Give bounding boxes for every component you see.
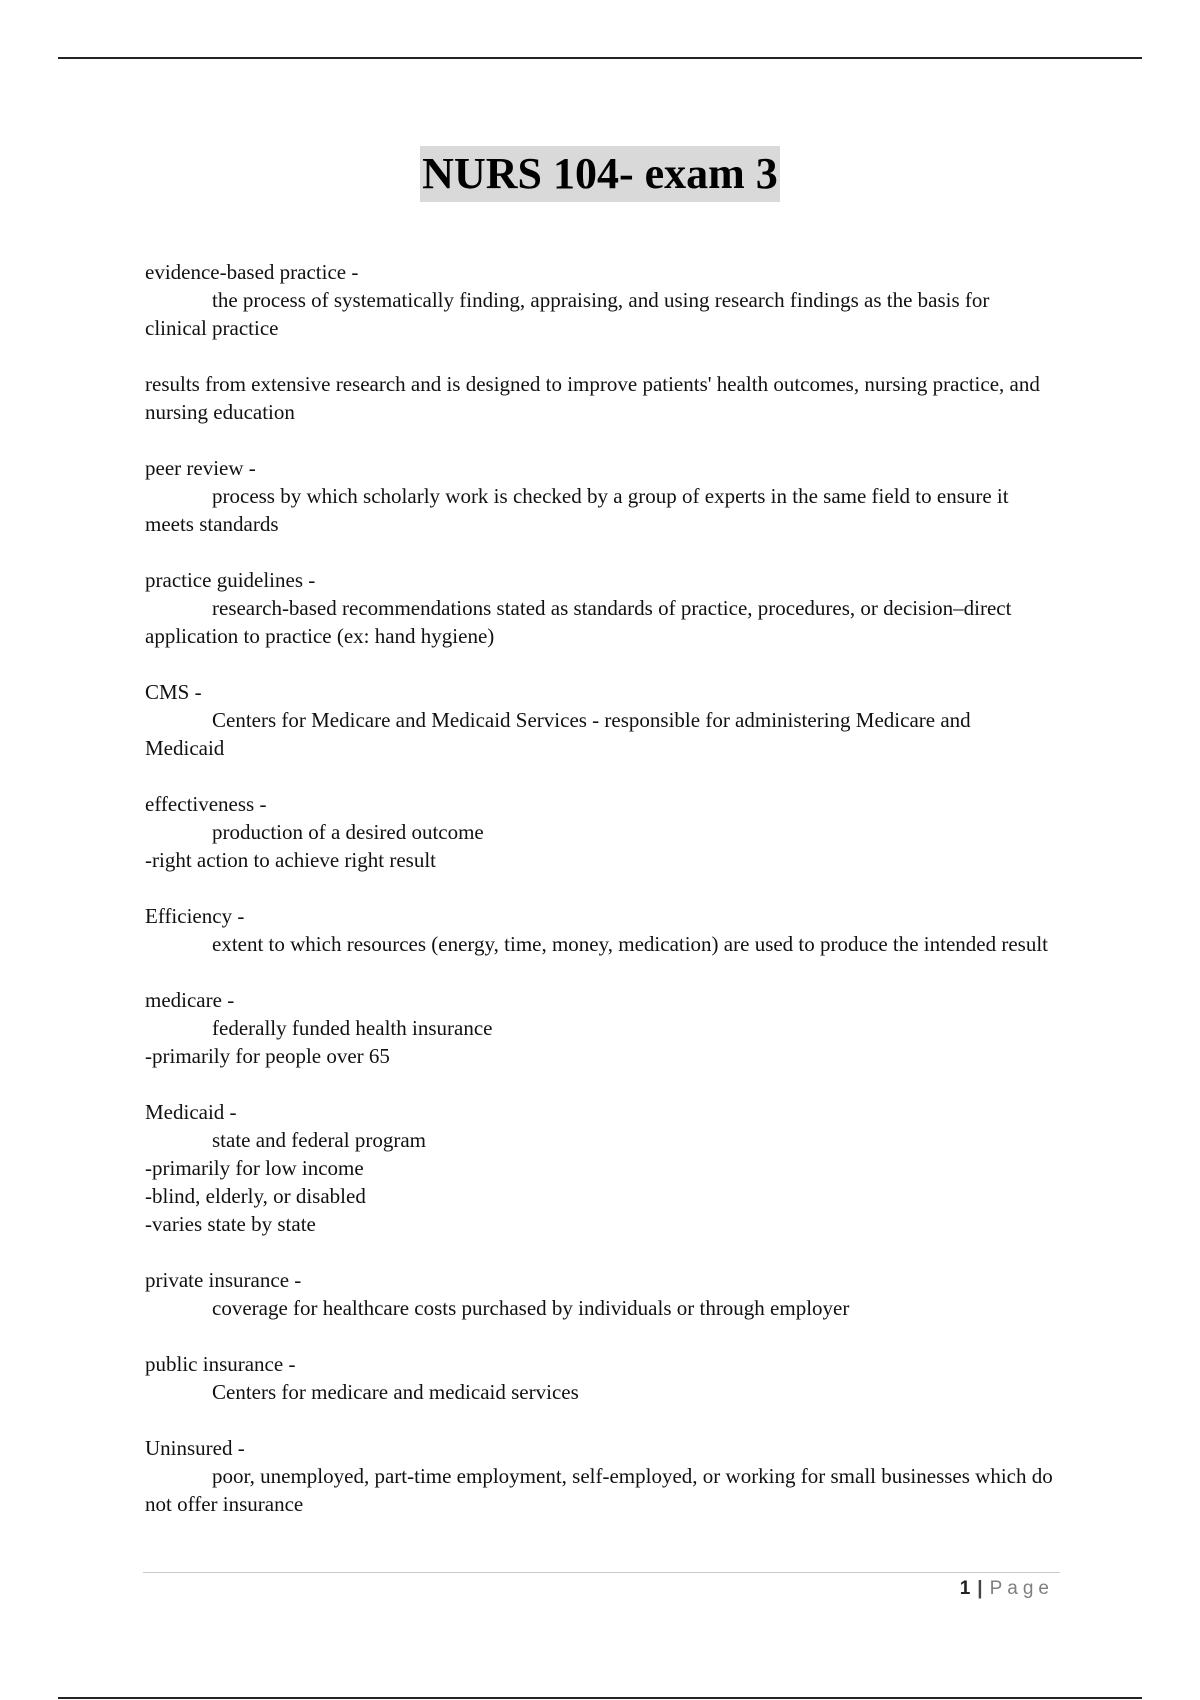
entry-term: Medicaid - xyxy=(145,1100,237,1124)
entry-term: private insurance - xyxy=(145,1268,302,1292)
entries-group-1 xyxy=(145,258,1055,342)
entry-definition: Centers for medicare and medicaid services xyxy=(212,1380,579,1404)
document-title: NURS 104- exam 3 xyxy=(420,146,780,202)
entry-extra-line: -primarily for low income xyxy=(145,1156,364,1180)
definition-entry xyxy=(145,1266,1055,1322)
entry-extra-line: -primarily for people over 65 xyxy=(145,1044,390,1068)
entry-definition: the process of systematically finding, appraising, and using research findings as the basis for clinical practice xyxy=(145,288,990,340)
entry-extra-line: -varies state by state xyxy=(145,1212,316,1236)
entry-term: public insurance - xyxy=(145,1352,296,1376)
definition-entry xyxy=(145,986,1055,1070)
definition-entry xyxy=(145,566,1055,650)
footer-separator: | xyxy=(977,1578,984,1599)
entry-extra-line: -right action to achieve right result xyxy=(145,848,436,872)
definition-entry xyxy=(145,1350,1055,1406)
definition-entry xyxy=(145,790,1055,874)
entry-definition: Centers for Medicare and Medicaid Services - responsible for administering Medicare and Medicaid xyxy=(145,708,971,760)
entry-term: Efficiency - xyxy=(145,904,245,928)
entry-term: CMS - xyxy=(145,680,202,704)
definition-entry xyxy=(145,454,1055,538)
entries-group-2 xyxy=(145,454,1055,1518)
entry-term: practice guidelines - xyxy=(145,568,316,592)
page-number: 1 xyxy=(959,1578,972,1599)
entry-definition: production of a desired outcome xyxy=(212,820,484,844)
entry-term: peer review - xyxy=(145,456,256,480)
entry-extra-line: -blind, elderly, or disabled xyxy=(145,1184,366,1208)
entry-term: evidence-based practice - xyxy=(145,260,359,284)
definition-entry xyxy=(145,1434,1055,1518)
entry-definition: state and federal program xyxy=(212,1128,426,1152)
page-label: Page xyxy=(989,1578,1054,1599)
document-body xyxy=(145,258,1055,1546)
entry-definition: poor, unemployed, part-time employment, self-employed, or working for small businesses which do not offer insurance xyxy=(145,1464,1053,1516)
definition-entry xyxy=(145,902,1055,958)
entry-definition: coverage for healthcare costs purchased by individuals or through employer xyxy=(212,1296,850,1320)
entry-definition: extent to which resources (energy, time, money, medication) are used to produce the intended result xyxy=(212,932,1049,956)
entry-term: Uninsured - xyxy=(145,1436,245,1460)
page-footer xyxy=(960,1578,1054,1600)
definition-entry xyxy=(145,258,1055,342)
entry-definition: research-based recommendations stated as standards of practice, procedures, or decision–direct application to practice (ex: hand hygiene) xyxy=(145,596,1012,648)
title-container xyxy=(0,146,1200,202)
entry-term: effectiveness - xyxy=(145,792,267,816)
definition-entry xyxy=(145,1098,1055,1238)
entry-definition: process by which scholarly work is checked by a group of experts in the same field to ensure it meets standards xyxy=(145,484,1009,536)
bottom-rule xyxy=(58,1697,1142,1699)
standalone-paragraph: results from extensive research and is designed to improve patients' health outcomes, nursing practice, and nursing education xyxy=(145,372,1040,424)
footer-rule xyxy=(143,1572,1060,1573)
top-rule xyxy=(58,57,1142,59)
definition-entry xyxy=(145,678,1055,762)
entry-term: medicare - xyxy=(145,988,235,1012)
entry-definition: federally funded health insurance xyxy=(212,1016,493,1040)
